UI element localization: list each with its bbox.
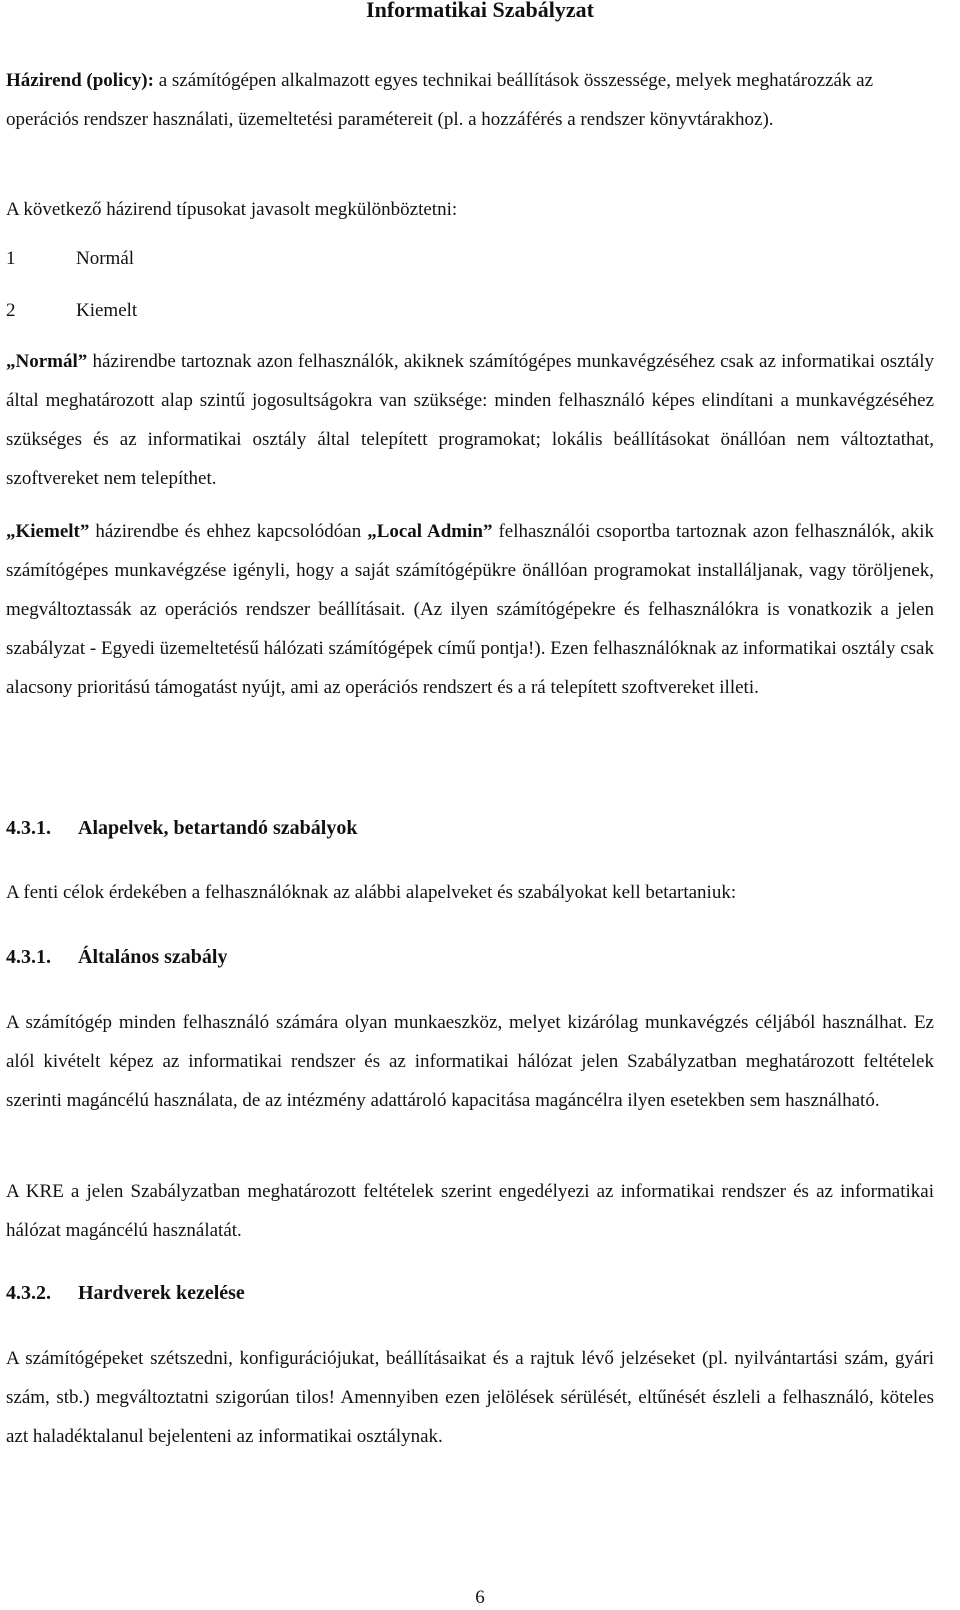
section-heading-4-3-1-principles [6,815,357,841]
section-title: Hardverek kezelése [78,1282,245,1304]
principles-intro-paragraph: A fenti célok érdekében a felhasználóknak az alábbi alapelveket és szabályokat kell betartaniuk: [6,882,737,903]
policy-definition-paragraph [6,61,934,139]
local-admin-term: „Local Admin” [367,521,493,542]
section-number: 4.3.1. [6,946,51,968]
section-heading-4-3-1-general-rule [6,944,227,970]
policy-types-intro: A következő házirend típusokat javasolt megkülönböztetni: [6,199,458,220]
list-item-number: 2 [6,300,16,321]
hardware-paragraph: A számítógépeket szétszedni, konfigurációjukat, beállításaikat és a rajtuk lévő jelzéseket (pl. nyilvántartási szám, gyári szám, stb.) megváltoztatni szigorúan tilos! Amennyiben ezen jelölések sérülését, eltűnését észleli a felhasználó, köteles azt haladéktalanul bejelenteni az informatikai osztálynak. [6,1348,934,1447]
section-title: Alapelvek, betartandó szabályok [78,817,358,839]
section-number: 4.3.2. [6,1282,51,1304]
highlighted-policy-text-1: házirendbe és ehhez kapcsolódóan [89,521,368,542]
policy-term: Házirend (policy): [6,70,154,91]
document-title: Informatikai Szabályzat [366,0,594,22]
highlighted-policy-paragraph [6,512,934,707]
section-heading-4-3-2-hardware [6,1280,245,1306]
section-title: Általános szabály [78,946,228,968]
private-use-paragraph: A KRE a jelen Szabályzatban meghatározott feltételek szerint engedélyezi az informatikai rendszer és az informatikai hálózat magáncélú használatát. [6,1181,934,1241]
list-item [6,246,134,272]
highlighted-term: „Kiemelt” [6,521,90,542]
list-item-label: Kiemelt [76,300,138,321]
normal-policy-paragraph [6,342,934,498]
section-number: 4.3.1. [6,817,51,839]
policy-definition-text: a számítógépen alkalmazott egyes technikai beállítások összessége, melyek meghatározzák az operációs rendszer használati, üzemeltetési paramétereit (pl. a hozzáférés a rendszer könyvtárakhoz). [6,70,873,130]
highlighted-policy-text-2: felhasználói csoportba tartoznak azon felhasználók, akik számítógépes munkavégzése igényli, hogy a saját számítógépükre önállóan programokat installáljanak, vagy töröljenek, megváltoztassák az operációs rendszer beállításait. (Az ilyen számítógépekre és felhasználókra is vonatkozik a jelen szabályzat - Egyedi üzemeltetésű hálózati számítógépek című pontja!). Ezen felhasználóknak az informatikai osztály csak alacsony prioritású támogatást nyújt, ami az operációs rendszert és a rá telepített szoftvereket illeti. [6,521,935,698]
normal-term: „Normál” [6,351,88,372]
general-rule-paragraph: A számítógép minden felhasználó számára olyan munkaeszköz, melyet kizárólag munkavégzés céljából használhat. Ez alól kivételt képez az informatikai rendszer és az informatikai hálózat jelen Szabályzatban meghatározott feltételek szerinti magáncélú használata, de az intézmény adattároló kapacitása magáncélra ilyen esetekben sem használható. [6,1012,934,1111]
list-item-label: Normál [76,248,135,269]
list-item [6,298,137,324]
list-item-number: 1 [6,248,16,269]
page-number: 6 [475,1587,485,1608]
normal-policy-text: házirendbe tartoznak azon felhasználók, akiknek számítógépes munkavégzéséhez csak az informatikai osztály által meghatározott alap szintű jogosultságokra van szüksége: minden felhasználó képes elindítani a munkavégzéséhez szükséges és az informatikai osztály által telepített programokat; lokális beállításokat önállóan nem változtathat, szoftvereket nem telepíthet. [6,351,934,489]
